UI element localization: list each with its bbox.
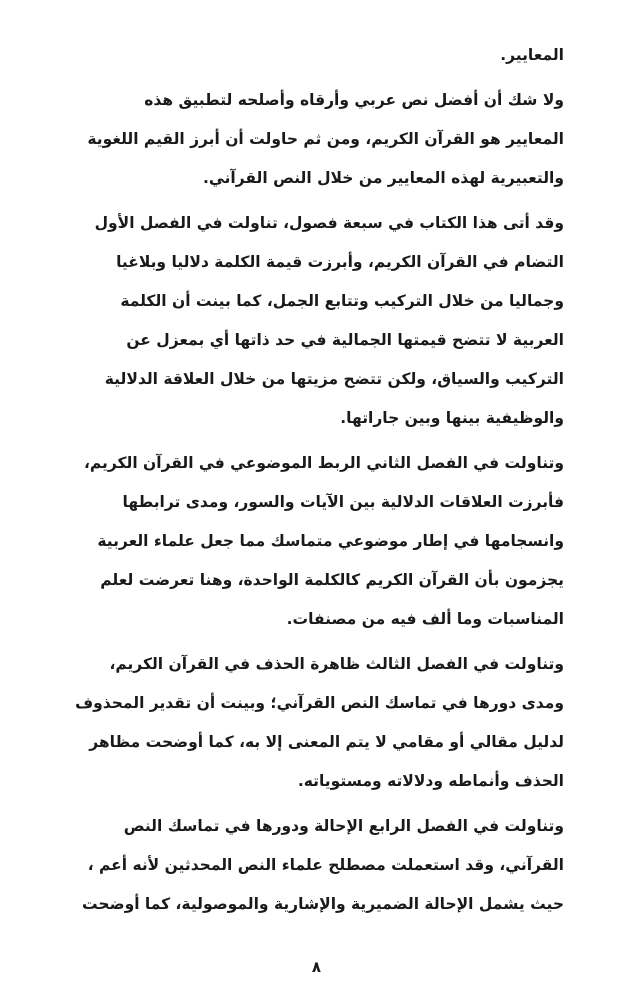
paragraph-6 (72, 807, 564, 924)
text-line: يجزمون بأن القرآن الكريم كالكلمة الواحدة، وهنا تعرضت لعلم (100, 571, 564, 589)
page-number: ٨ (311, 958, 322, 976)
text-line: التركيب والسياق، ولكن تتضح مزيتها من خلال العلاقة الدلالية (104, 370, 564, 388)
text-line: العربية لا تتضح قيمتها الجمالية في حد ذاتها أي بمعزل عن (126, 331, 564, 349)
text-line: المناسبات وما ألف فيه من مصنفات. (286, 610, 564, 628)
paragraph-4 (72, 444, 564, 639)
page-body (72, 36, 564, 924)
text-line: وانسجامها في إطار موضوعي متماسك مما جعل علماء العربية (97, 532, 564, 550)
text-line: المعايير هو القرآن الكريم، ومن ثم حاولت أن أبرز القيم اللغوية (87, 130, 564, 148)
text-line: حيث يشمل الإحالة الضميرية والإشارية والموصولية، كما أوضحت (82, 895, 564, 913)
text-line: ولا شك أن أفضل نص عربي وأرقاه وأصلحه لتطبيق هذه (144, 91, 564, 109)
text-line: وجماليا من خلال التركيب وتتابع الجمل، كما بينت أن الكلمة (120, 292, 564, 310)
text-line: وقد أتى هذا الكتاب في سبعة فصول، تناولت في الفصل الأول (94, 214, 564, 232)
text-line: التضام في القرآن الكريم، وأبرزت قيمة الكلمة دلاليا وبلاغيا (116, 253, 564, 271)
text-line: فأبرزت العلاقات الدلالية بين الآيات والسور، ومدى ترابطها (122, 493, 564, 511)
text-line: وتناولت في الفصل الثالث ظاهرة الحذف في القرآن الكريم، (109, 655, 564, 673)
paragraph-3 (72, 204, 564, 438)
text-line: والتعبيرية لهذه المعايير من خلال النص القرآني. (203, 169, 564, 187)
text-line: وتناولت في الفصل الثاني الربط الموضوعي في القرآن الكريم، (83, 454, 564, 472)
paragraph-1 (72, 36, 564, 75)
paragraph-5 (72, 645, 564, 801)
text-line: المعايير. (500, 46, 564, 64)
paragraph-2 (72, 81, 564, 198)
text-line: الحذف وأنماطه ودلالاته ومستوياته. (297, 772, 564, 790)
text-line: والوظيفية بينها وبين جاراتها. (340, 409, 564, 427)
text-line: ومدى دورها في تماسك النص القرآني؛ وبينت أن تقدير المحذوف (75, 694, 564, 712)
text-line: وتناولت في الفصل الرابع الإحالة ودورها في تماسك النص (123, 817, 564, 835)
text-line: القرآني، وقد استعملت مصطلح علماء النص المحدثين لأنه أعم ، (87, 856, 564, 874)
text-line: لدليل مقالي أو مقامي لا يتم المعنى إلا به، كما أوضحت مظاهر (89, 733, 564, 751)
